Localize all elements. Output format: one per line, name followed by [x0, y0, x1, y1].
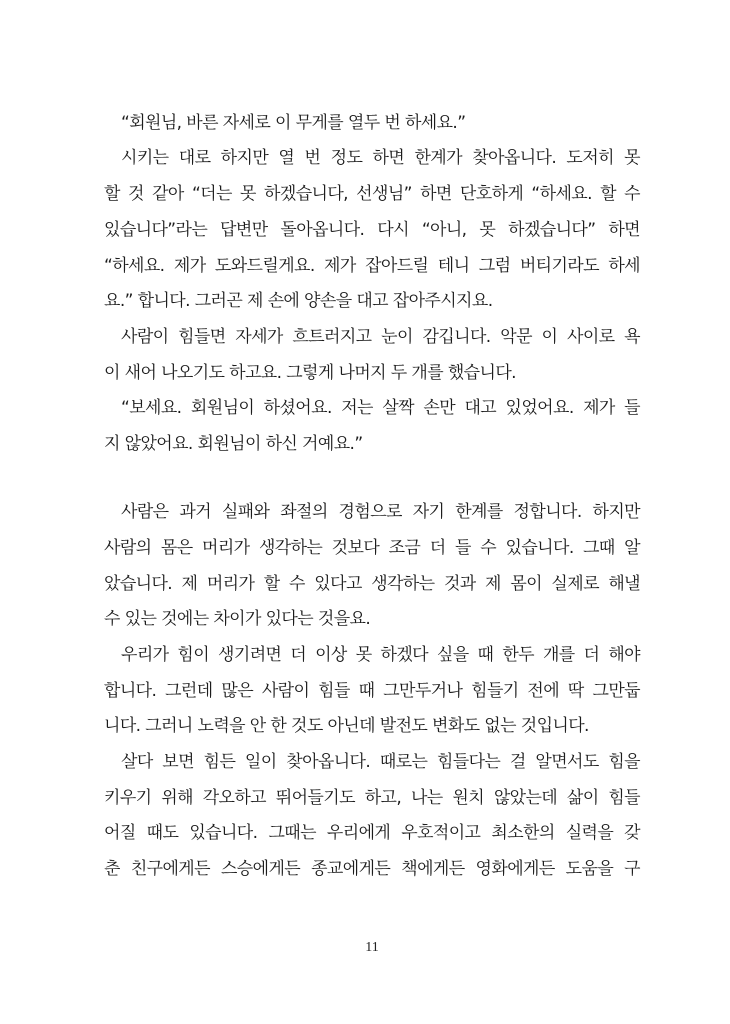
text-line: 할 것 같아 “더는 못 하겠습니다, 선생님” 하면 단호하게 “하세요. 할 수	[104, 184, 640, 204]
text-line: “하세요. 제가 도와드릴게요. 제가 잡아드릴 테니 그럼 버티기라도 하세	[104, 256, 640, 276]
text-line: 시키는 대로 하지만 열 번 정도 하면 한계가 찾아옵니다. 도저히 못	[121, 148, 640, 168]
text-line: “보세요. 회원님이 하셨어요. 저는 살짝 손만 대고 있었어요. 제가 들	[121, 398, 640, 418]
text-line: 우리가 힘이 생기려면 더 이상 못 하겠다 싶을 때 한두 개를 더 해야	[121, 645, 640, 665]
page-number: 11	[365, 940, 379, 955]
text-line: 요.” 합니다. 그러곤 제 손에 양손을 대고 잡아주시지요.	[104, 291, 493, 311]
text-line: 합니다. 그런데 많은 사람이 힘들 때 그만두거나 힘들기 전에 딱 그만둡	[104, 681, 640, 701]
text-line: 있습니다”라는 답변만 돌아옵니다. 다시 “아니, 못 하겠습니다” 하면	[104, 220, 640, 240]
text-line: 살다 보면 힘든 일이 찾아옵니다. 때로는 힘들다는 걸 알면서도 힘을	[121, 752, 640, 772]
text-line: 춘 친구에게든 스승에게든 종교에게든 책에게든 영화에게든 도움을 구	[104, 859, 640, 879]
text-line: 니다. 그러니 노력을 안 한 것도 아닌데 발전도 변화도 없는 것입니다.	[104, 716, 589, 736]
text-line: 사람은 과거 실패와 좌절의 경험으로 자기 한계를 정합니다. 하지만	[121, 502, 640, 522]
text-line: 이 새어 나오기도 하고요. 그렇게 나머지 두 개를 했습니다.	[104, 363, 516, 383]
text-line: 았습니다. 제 머리가 할 수 있다고 생각하는 것과 제 몸이 실제로 해낼	[104, 574, 640, 594]
text-line: 수 있는 것에는 차이가 있다는 것을요.	[104, 609, 371, 629]
text-line: 사람이 힘들면 자세가 흐트러지고 눈이 감깁니다. 악문 이 사이로 욕	[121, 327, 640, 347]
text-line: 지 않았어요. 회원님이 하신 거예요.”	[104, 434, 363, 454]
text-line: “회원님, 바른 자세로 이 무게를 열두 번 하세요.”	[121, 113, 466, 133]
text-line: 어질 때도 있습니다. 그때는 우리에게 우호적이고 최소한의 실력을 갖	[104, 823, 640, 843]
text-line: 키우기 위해 각오하고 뛰어들기도 하고, 나는 원치 않았는데 삶이 힘들	[104, 788, 640, 808]
text-line: 사람의 몸은 머리가 생각하는 것보다 조금 더 들 수 있습니다. 그때 알	[104, 538, 640, 558]
